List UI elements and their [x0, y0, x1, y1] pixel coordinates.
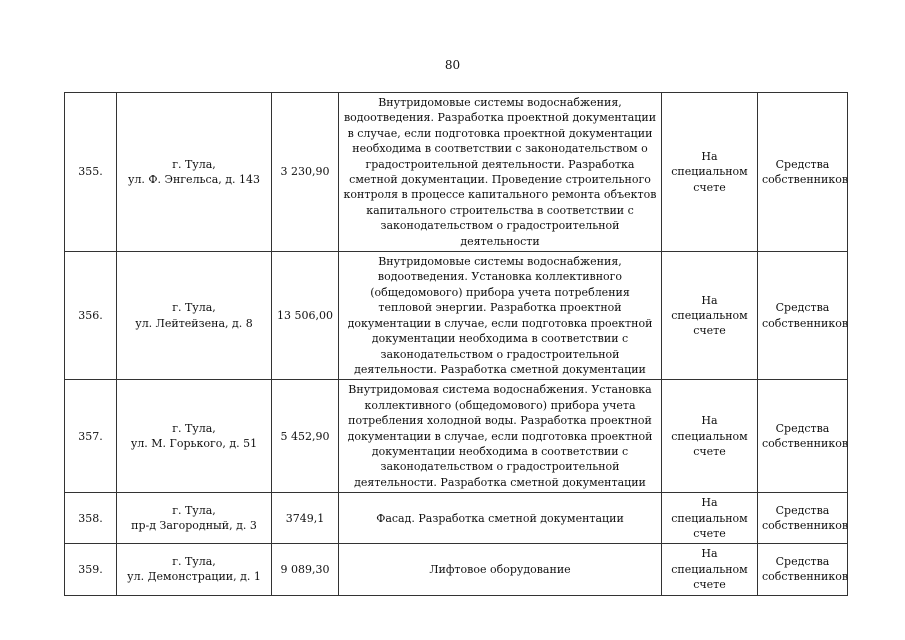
repair-registry-table [64, 92, 848, 596]
table-row [65, 493, 848, 544]
funding-source: Средства собственников [758, 493, 848, 544]
works-description: Лифтовое оборудование [339, 544, 662, 595]
funding-source: Средства собственников [758, 544, 848, 595]
table-row [65, 252, 848, 380]
funding-source: Средства собственников [758, 93, 848, 252]
cost-cell: 3749,1 [272, 493, 339, 544]
account-type: На специальном счете [662, 380, 758, 493]
account-type: На специальном счете [662, 93, 758, 252]
address-city: г. Тула, [172, 421, 216, 435]
row-number: 356. [65, 252, 117, 380]
address-cell [117, 93, 272, 252]
address-city: г. Тула, [172, 555, 216, 569]
row-number: 359. [65, 544, 117, 595]
address-street: ул. М. Горького, д. 51 [130, 437, 258, 451]
address-cell [117, 380, 272, 493]
works-description: Внутридомовые системы водоснабжения, водоотведения. Разработка проектной документации в случае, если подготовка проектной документации необходима в соответствии с законодательством о градостроительной деятельности. Разработка сметной документации. Проведение строительного контроля в процессе капитального ремонта объектов капитального строительства в соответствии с законодательством о градостроительной деятельности [339, 93, 662, 252]
address-street: ул. Ф. Энгельса, д. 143 [127, 173, 261, 187]
row-number: 355. [65, 93, 117, 252]
address-cell [117, 252, 272, 380]
page-number: 80 [444, 58, 461, 72]
funding-source: Средства собственников [758, 380, 848, 493]
works-description: Внутридомовые системы водоснабжения, водоотведения. Установка коллективного (общедомового) прибора учета потребления тепловой энергии. Разработка проектной документации в случае, если подготовка проектной документации необходима в соответствии с законодательством о градостроительной деятельности. Разработка сметной документации [339, 252, 662, 380]
account-type: На специальном счете [662, 544, 758, 595]
address-cell [117, 544, 272, 595]
account-type: На специальном счете [662, 493, 758, 544]
cost-cell: 9 089,30 [272, 544, 339, 595]
account-type: На специальном счете [662, 252, 758, 380]
cost-cell: 13 506,00 [272, 252, 339, 380]
row-number: 357. [65, 380, 117, 493]
works-description: Внутридомовая система водоснабжения. Установка коллективного (общедомового) прибора учета потребления холодной воды. Разработка проектной документации в случае, если подготовка проектной документации необходима в соответствии с законодательством о градостроительной деятельности. Разработка сметной документации [339, 380, 662, 493]
address-street: пр-д Загородный, д. 3 [131, 519, 257, 533]
works-description: Фасад. Разработка сметной документации [339, 493, 662, 544]
cost-cell: 5 452,90 [272, 380, 339, 493]
address-city: г. Тула, [172, 503, 216, 517]
cost-cell: 3 230,90 [272, 93, 339, 252]
address-cell [117, 493, 272, 544]
table-row [65, 380, 848, 493]
row-number: 358. [65, 493, 117, 544]
table-row [65, 544, 848, 595]
address-street: ул. Демонстрации, д. 1 [127, 570, 261, 584]
funding-source: Средства собственников [758, 252, 848, 380]
address-street: ул. Лейтейзена, д. 8 [135, 316, 253, 330]
address-city: г. Тула, [172, 157, 216, 171]
address-city: г. Тула, [172, 301, 216, 315]
table-row [65, 93, 848, 252]
